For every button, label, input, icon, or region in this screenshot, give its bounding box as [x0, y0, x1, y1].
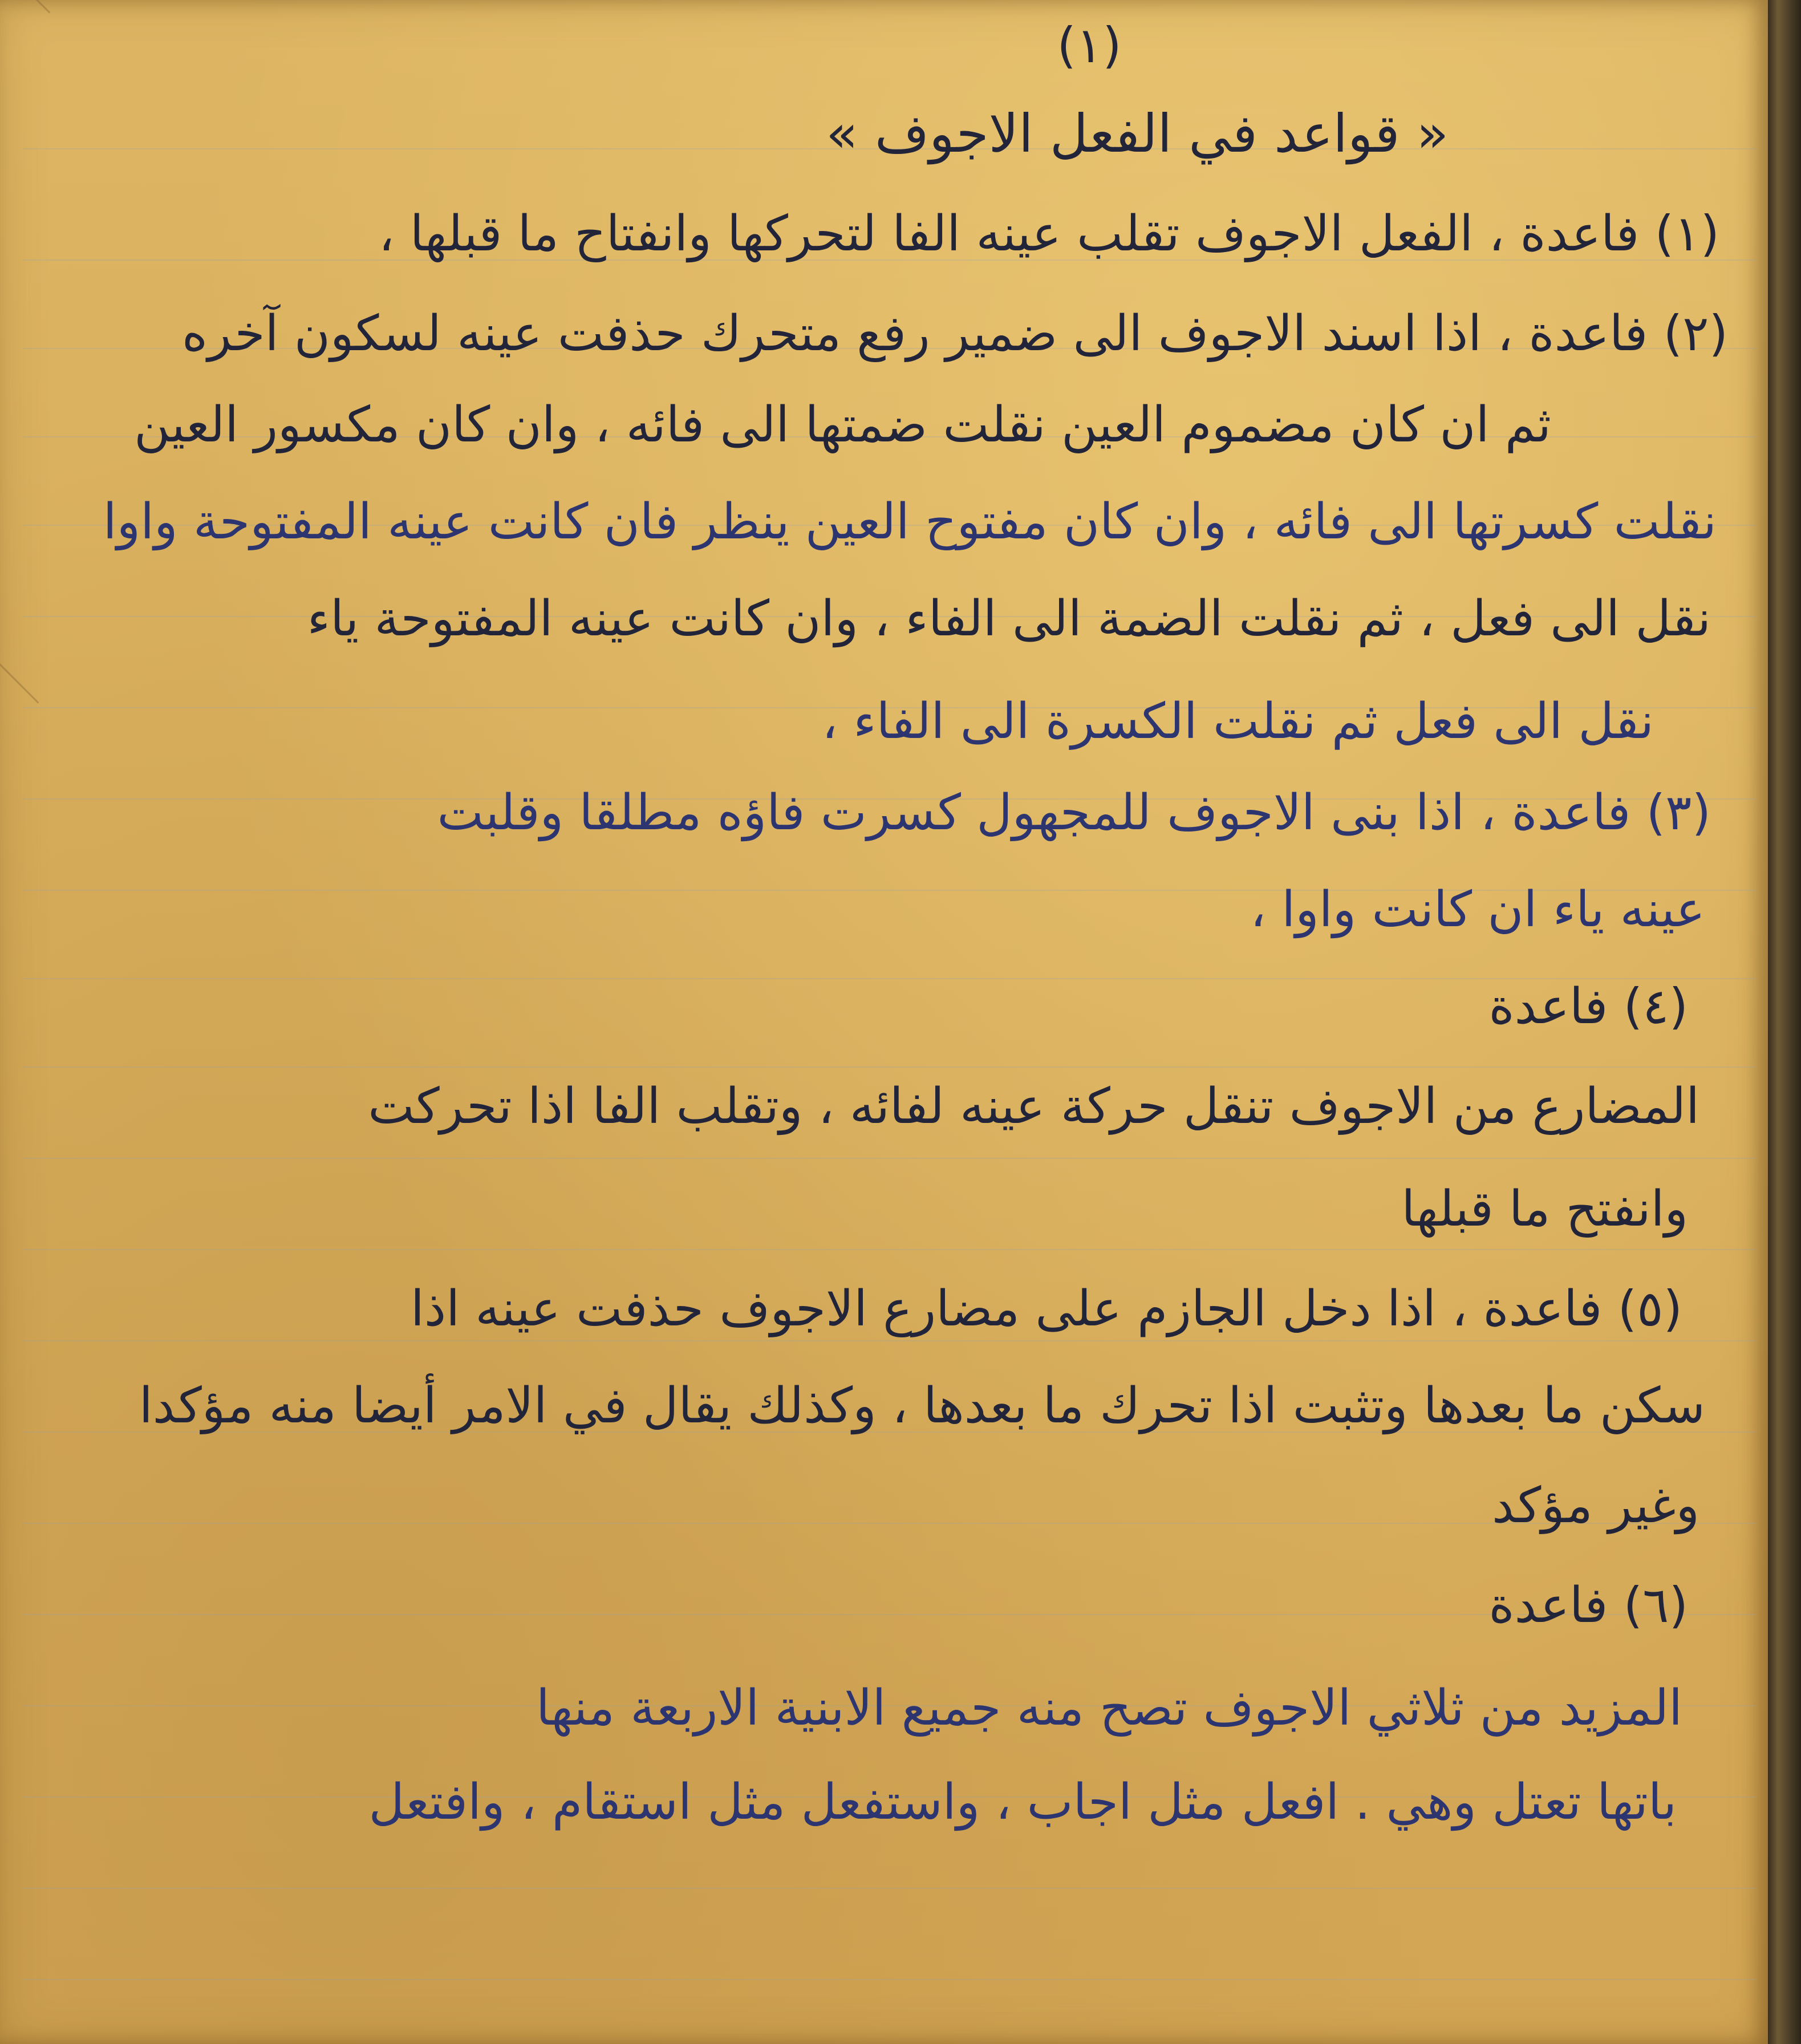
text-line: (٤) فاعدة [1488, 978, 1688, 1035]
ruled-line [23, 1979, 1757, 1980]
text-line: باتها تعتل وهي . افعل مثل اجاب ، واستفعل مثل استقام ، وافتعل [368, 1774, 1677, 1831]
page-title: « قواعد في الفعل الاجوف » [826, 103, 1449, 164]
page-number: (١) [1057, 17, 1122, 74]
text-line: سكن ما بعدها وتثبت اذا تحرك ما بعدها ، وكذلك يقال في الامر أيضا منه مؤكدا [139, 1377, 1705, 1434]
text-line: المزيد من ثلاثي الاجوف تصح منه جميع الابنية الاربعة منها [536, 1680, 1682, 1737]
text-line: نقلت كسرتها الى فائه ، وان كان مفتوح العين ينظر فان كانت عينه المفتوحة واوا [103, 493, 1717, 550]
text-line: المضارع من الاجوف تنقل حركة عينه لفائه ، وتقلب الفا اذا تحركت [368, 1078, 1699, 1135]
text-line: عينه ياء ان كانت واوا ، [1250, 881, 1705, 938]
text-line: (١) فاعدة ، الفعل الاجوف تقلب عينه الفا لتحركها وانفتاح ما قبلها ، [378, 205, 1719, 262]
text-line: (٣) فاعدة ، اذا بنى الاجوف للمجهول كسرت فاؤه مطلقا وقلبت [437, 784, 1711, 841]
text-line: (٦) فاعدة [1488, 1577, 1688, 1634]
ruled-line [23, 1888, 1757, 1889]
ruled-line [23, 1249, 1757, 1250]
text-line: نقل الى فعل ، ثم نقلت الضمة الى الفاء ، وان كانت عينه المفتوحة ياء [307, 590, 1711, 647]
text-line: (٥) فاعدة ، اذا دخل الجازم على مضارع الاجوف حذفت عينه اذا [411, 1280, 1682, 1337]
text-line: (٢) فاعدة ، اذا اسند الاجوف الى ضمير رفع متحرك حذفت عينه لسكون آخره [181, 305, 1728, 362]
ruled-line [23, 1158, 1757, 1159]
notebook-spine [1768, 0, 1801, 2044]
ruled-line [23, 1066, 1757, 1068]
text-line: ثم ان كان مضموم العين نقلت ضمتها الى فائه ، وان كان مكسور العين [134, 396, 1551, 453]
text-line: وغير مؤكد [1492, 1477, 1699, 1534]
page-edge-crease [0, 653, 39, 752]
text-line: نقل الى فعل ثم نقلت الكسرة الى الفاء ، [822, 693, 1654, 750]
text-line: وانفتح ما قبلها [1401, 1181, 1688, 1238]
page-corner-crease [0, 0, 50, 62]
ruled-line [23, 1340, 1757, 1341]
